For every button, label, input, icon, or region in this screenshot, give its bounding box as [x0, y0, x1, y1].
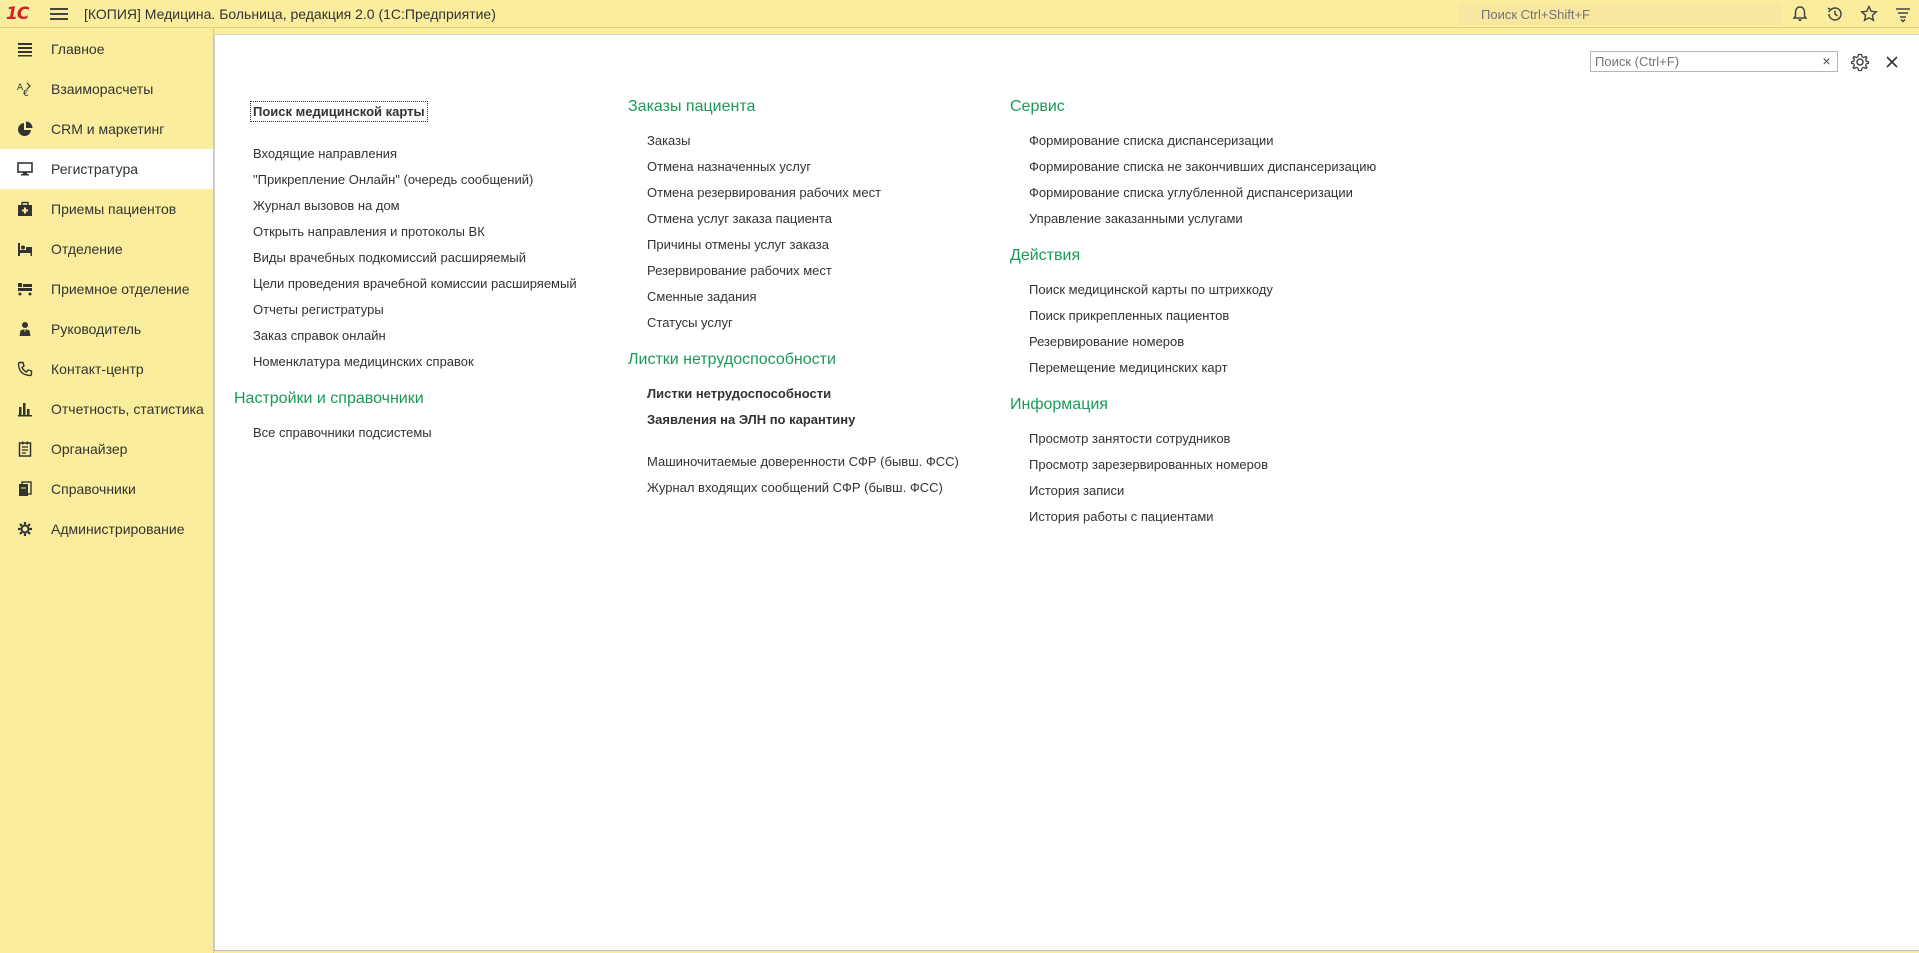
link-item[interactable]: Виды врачебных подкомиссий расширяемый: [253, 250, 527, 265]
search-clear-button[interactable]: ×: [1816, 51, 1838, 72]
link-item[interactable]: Поиск медицинской карты по штрихкоду: [1029, 282, 1273, 297]
monitor-icon: [17, 161, 33, 177]
sidebar-item-label: Администрирование: [51, 521, 185, 537]
history-icon: [1825, 4, 1845, 24]
link-item[interactable]: Заказы: [647, 133, 691, 148]
link-item[interactable]: Отмена назначенных услуг: [647, 159, 812, 174]
phone-icon: [17, 361, 33, 377]
sidebar-item-contact-center[interactable]: [0, 349, 213, 389]
section-title-sick-leave: Листки нетрудоспособности: [628, 351, 836, 368]
sidebar-item-label: Отделение: [51, 241, 123, 257]
link-item[interactable]: Перемещение медицинских карт: [1029, 360, 1228, 375]
sidebar-item-crm[interactable]: [0, 109, 213, 149]
sidebar-item-admission[interactable]: [0, 269, 213, 309]
star-icon: [1859, 4, 1879, 24]
link-item[interactable]: Формирование списка углубленной диспансеризации: [1029, 185, 1353, 200]
list-icon: [17, 41, 33, 57]
pie-chart-icon: [17, 121, 33, 137]
link-item[interactable]: Журнал вызовов на дом: [253, 198, 400, 213]
link-item[interactable]: Статусы услуг: [647, 315, 733, 330]
sidebar-item-label: Регистратура: [51, 161, 139, 177]
svg-text:€: €: [23, 89, 29, 97]
global-search-input[interactable]: [1459, 3, 1781, 25]
link-item[interactable]: Входящие направления: [253, 146, 398, 161]
sidebar-item-manager[interactable]: [0, 309, 213, 349]
favorites-button[interactable]: [1859, 4, 1879, 24]
currency-icon: [17, 81, 33, 97]
link-item[interactable]: Причины отмены услуг заказа: [647, 237, 829, 252]
link-item[interactable]: Формирование списка диспансеризации: [1029, 133, 1274, 148]
section-title-settings: Настройки и справочники: [234, 390, 424, 407]
sidebar-item-label: Органайзер: [51, 441, 128, 457]
bell-icon: [1790, 4, 1810, 24]
link-item[interactable]: Машиночитаемые доверенности СФР (бывш. ФСС): [647, 454, 959, 469]
sidebar-item-label: Контакт-центр: [51, 361, 144, 377]
link-item[interactable]: Все справочники подсистемы: [253, 425, 432, 440]
app-logo[interactable]: 1С: [6, 4, 29, 24]
section-title-service: Сервис: [1010, 98, 1065, 115]
sidebar-item-label: Отчетность, статистика: [51, 401, 204, 417]
sidebar-item-reports[interactable]: [0, 389, 213, 429]
link-item[interactable]: Резервирование рабочих мест: [647, 263, 832, 278]
gear-icon: [17, 521, 33, 537]
link-item[interactable]: История работы с пациентами: [1029, 509, 1214, 524]
link-item[interactable]: Заявления на ЭЛН по карантину: [647, 412, 856, 427]
section-panel: [0, 29, 214, 953]
link-item[interactable]: Просмотр занятости сотрудников: [1029, 431, 1231, 446]
sidebar-item-label: Приемное отделение: [51, 281, 190, 297]
history-button[interactable]: [1825, 4, 1845, 24]
link-item[interactable]: Листки нетрудоспособности: [647, 386, 832, 401]
link-item[interactable]: История записи: [1029, 483, 1125, 498]
sidebar-item-registry[interactable]: [0, 149, 213, 189]
top-bar: [0, 0, 1919, 28]
link-item[interactable]: Отчеты регистратуры: [253, 302, 384, 317]
section-title-information: Информация: [1010, 396, 1108, 413]
sidebar-item-appointments[interactable]: [0, 189, 213, 229]
section-title-patient-orders: Заказы пациента: [628, 98, 756, 115]
link-item[interactable]: Заказ справок онлайн: [253, 328, 386, 343]
section-title-actions: Действия: [1010, 247, 1081, 264]
link-item[interactable]: Поиск прикрепленных пациентов: [1029, 308, 1230, 323]
link-item[interactable]: Открыть направления и протоколы ВК: [253, 224, 485, 239]
notepad-icon: [17, 441, 33, 457]
filter-menu-icon: [1893, 4, 1913, 24]
link-item[interactable]: Номенклатура медицинских справок: [253, 354, 474, 369]
stretcher-icon: [17, 281, 33, 297]
sidebar-item-references[interactable]: [0, 469, 213, 509]
app-title: [КОПИЯ] Медицина. Больница, редакция 2.0 (1С:Предприятие): [84, 6, 496, 22]
bar-chart-icon: [17, 401, 33, 417]
link-item[interactable]: Сменные задания: [647, 289, 757, 304]
sidebar-item-organizer[interactable]: [0, 429, 213, 469]
sidebar-item-settlements[interactable]: [0, 69, 213, 109]
section-search-input[interactable]: [1590, 51, 1817, 72]
link-item[interactable]: Просмотр зарезервированных номеров: [1029, 457, 1268, 472]
book-icon: [17, 481, 33, 497]
sidebar-item-main[interactable]: [0, 29, 213, 69]
medical-bag-icon: [17, 201, 33, 217]
sidebar-item-label: Справочники: [51, 481, 136, 497]
link-item[interactable]: Журнал входящих сообщений СФР (бывш. ФСС): [647, 480, 943, 495]
link-item[interactable]: Отмена услуг заказа пациента: [647, 211, 833, 226]
link-item[interactable]: Цели проведения врачебной комиссии расширяемый: [253, 276, 577, 291]
sidebar-item-administration[interactable]: [0, 509, 213, 549]
link-item[interactable]: Резервирование номеров: [1029, 334, 1185, 349]
sidebar-item-label: CRM и маркетинг: [51, 121, 165, 137]
link-item[interactable]: Управление заказанными услугами: [1029, 211, 1243, 226]
close-icon: [1882, 52, 1902, 72]
link-item[interactable]: Отмена резервирования рабочих мест: [647, 185, 882, 200]
sidebar-item-label: Взаиморасчеты: [51, 81, 154, 97]
close-button[interactable]: [1882, 52, 1902, 72]
hamburger-icon: [50, 8, 68, 10]
bed-icon: [17, 241, 33, 257]
person-icon: [17, 321, 33, 337]
settings-button[interactable]: [1850, 52, 1870, 72]
link-item[interactable]: "Прикрепление Онлайн" (очередь сообщений): [253, 172, 534, 187]
sidebar-item-department[interactable]: [0, 229, 213, 269]
main-menu-button[interactable]: [50, 5, 68, 23]
svg-text:A: A: [17, 83, 24, 93]
notifications-button[interactable]: [1790, 4, 1810, 24]
sidebar-item-label: Руководитель: [51, 321, 142, 337]
functions-menu-button[interactable]: [1893, 4, 1913, 24]
sidebar-item-label: Главное: [51, 41, 105, 57]
sidebar-item-label: Приемы пациентов: [51, 201, 177, 217]
gear-icon: [1850, 52, 1870, 72]
link-item[interactable]: Формирование списка не закончивших диспансеризацию: [1029, 159, 1377, 174]
link-medical-card-search[interactable]: Поиск медицинской карты: [253, 104, 425, 119]
